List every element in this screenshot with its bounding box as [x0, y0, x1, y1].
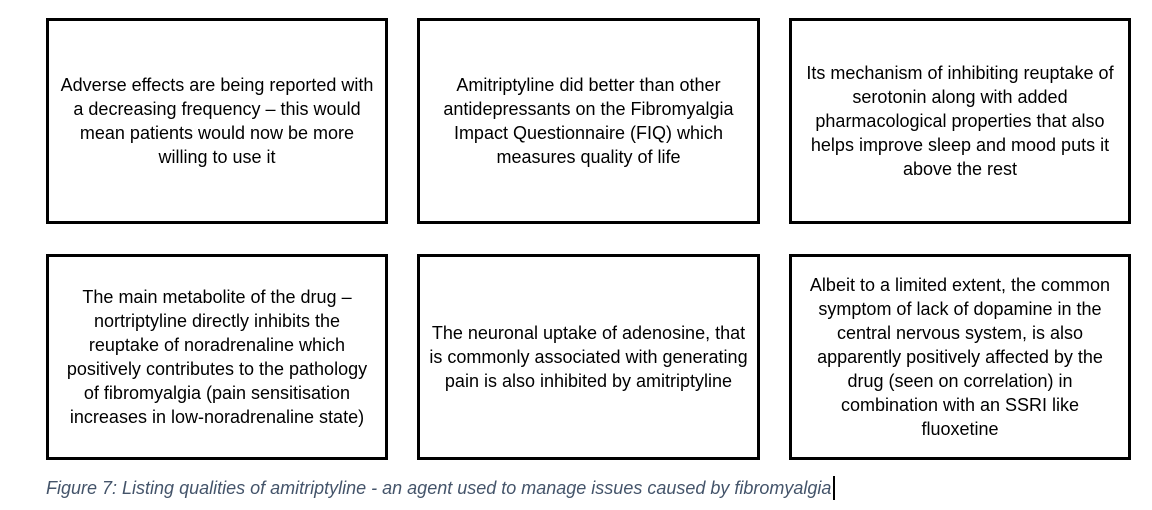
quality-box-adenosine [417, 254, 760, 460]
quality-box-text: Adverse effects are being reported with a decreasing frequency – this would mean patients would now be more willing to use it [60, 75, 374, 167]
quality-box-nortriptyline [46, 254, 388, 460]
quality-box-text: Albeit to a limited extent, the common symptom of lack of dopamine in the central nervous system, is also apparently positively affected by the drug (seen on correlation) in combination with an SSRI like fluoxetine [809, 275, 1111, 439]
text-cursor [833, 476, 835, 500]
quality-box-text: The main metabolite of the drug – nortriptyline directly inhibits the reuptake of noradrenaline which positively contributes to the pathology of fibromyalgia (pain sensitisation increases in low-noradrenaline state) [66, 287, 368, 427]
quality-box-fiq [417, 18, 760, 224]
quality-box-adverse-effects [46, 18, 388, 224]
quality-box-text: Amitriptyline did better than other antidepressants on the Fibromyalgia Impact Questionnaire (FIQ) which measures quality of life [443, 75, 734, 167]
quality-box-text: Its mechanism of inhibiting reuptake of serotonin along with added pharmacological properties that also helps improve sleep and mood puts it above the rest [806, 63, 1114, 179]
figure-caption-line[interactable] [46, 474, 835, 502]
quality-box-text: The neuronal uptake of adenosine, that is commonly associated with generating pain is also inhibited by amitriptyline [429, 323, 748, 391]
figure-caption: Figure 7: Listing qualities of amitriptyline - an agent used to manage issues caused by fibromyalgia [46, 478, 832, 498]
quality-box-dopamine [789, 254, 1131, 460]
quality-box-serotonin-mechanism [789, 18, 1131, 224]
